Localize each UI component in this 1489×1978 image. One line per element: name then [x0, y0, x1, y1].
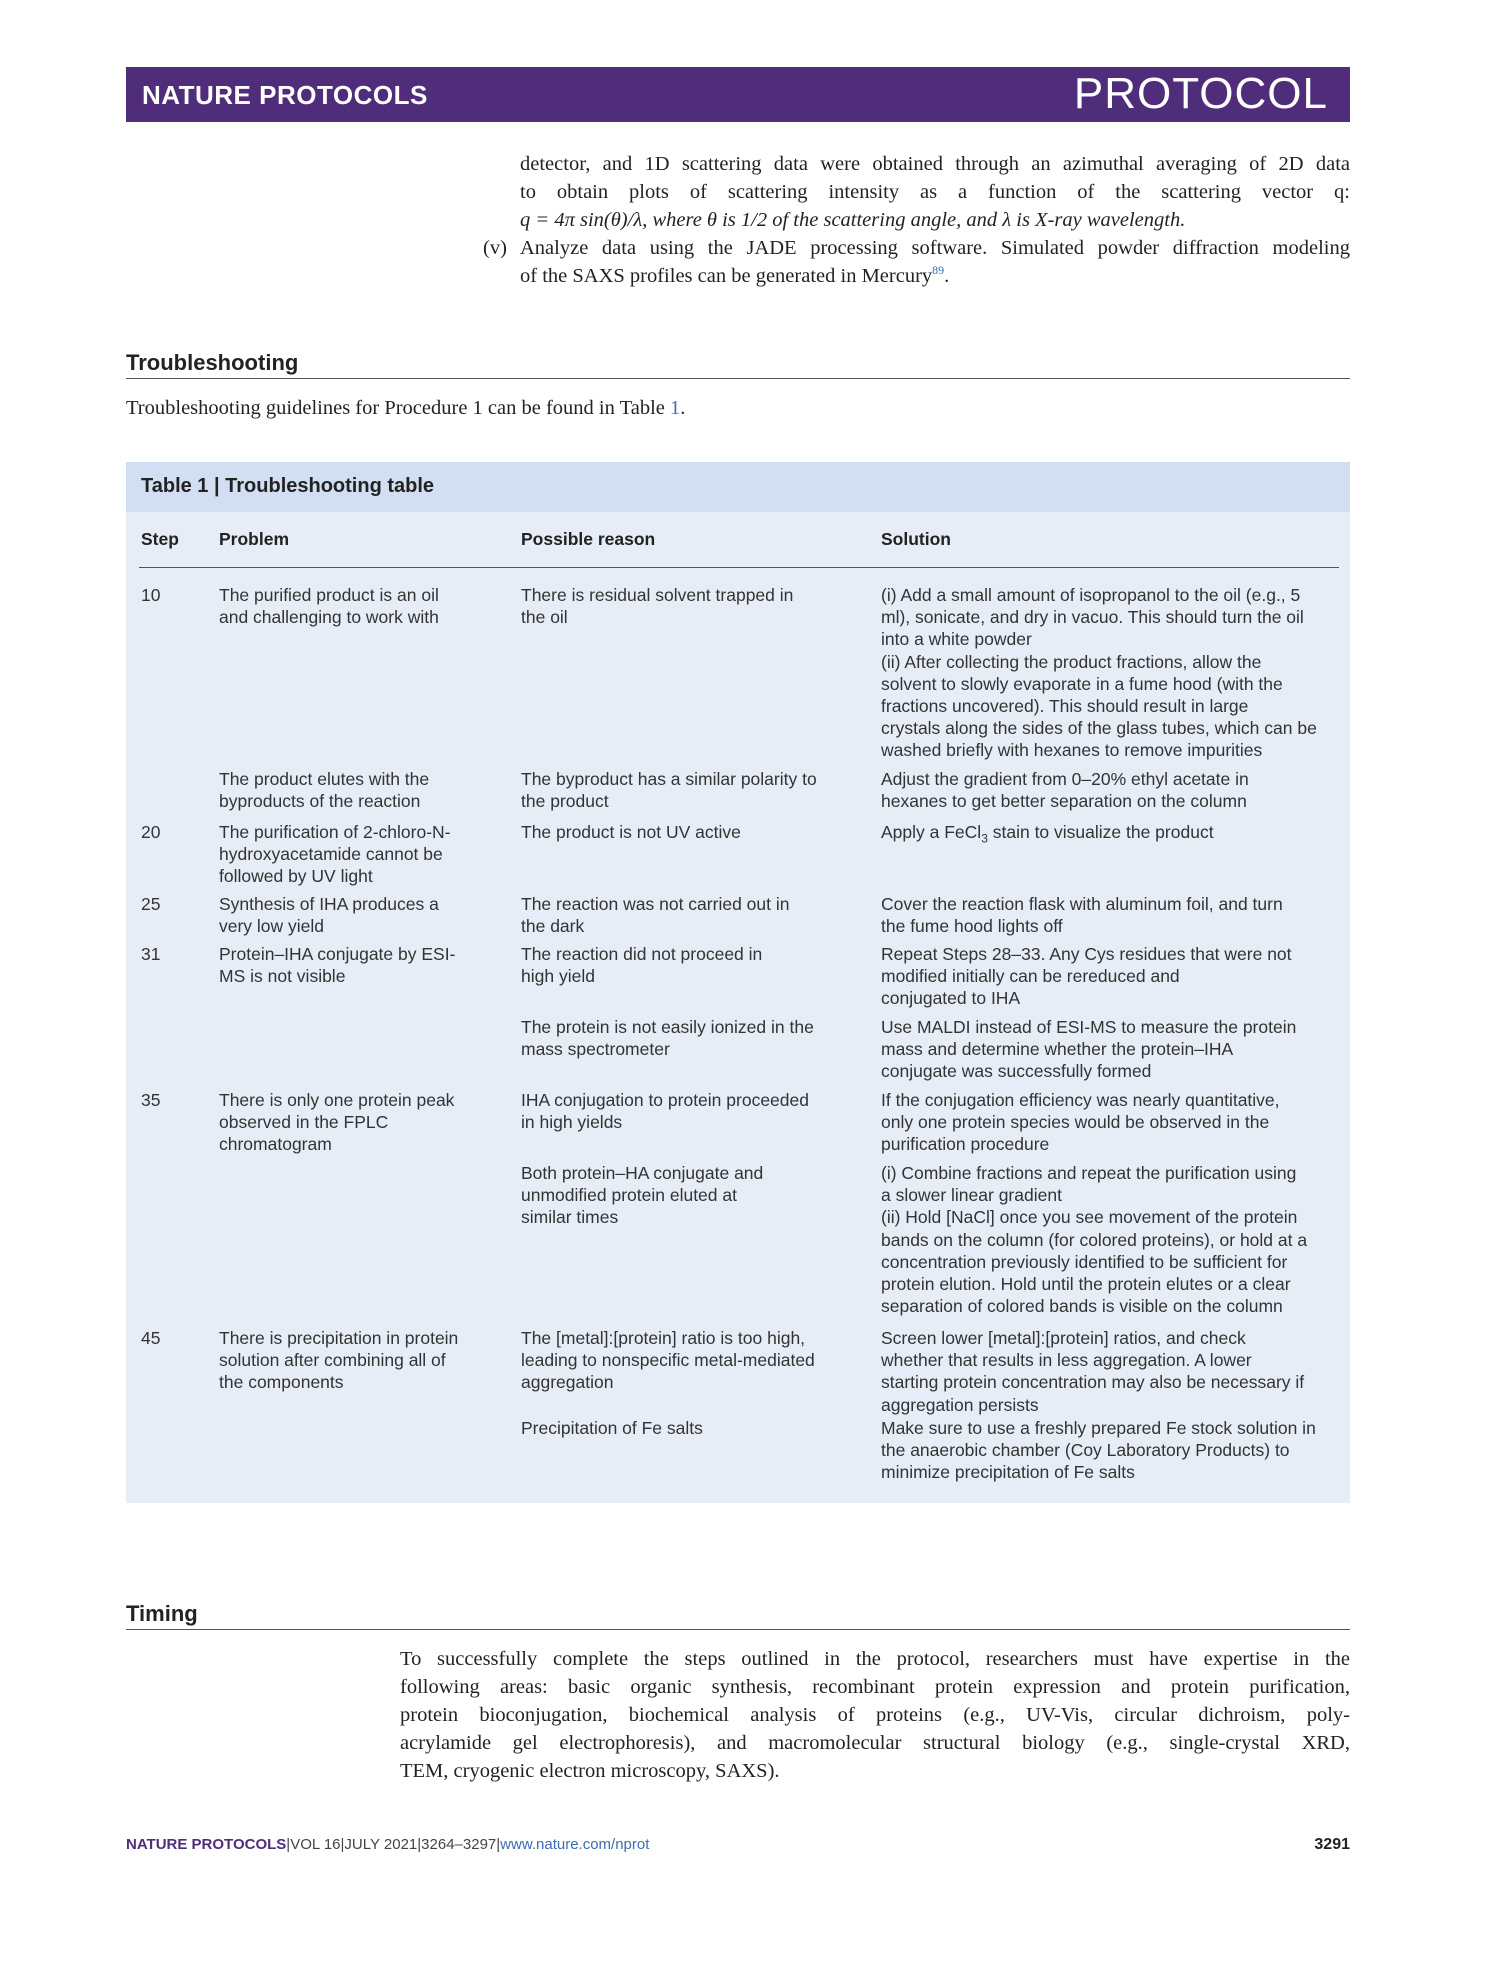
footer-sep-4: |	[496, 1836, 501, 1853]
table-cell-problem-line: Synthesis of IHA produces a	[219, 894, 439, 914]
table-title	[141, 475, 434, 498]
table-cell-solution-line: bands on the column (for colored proteins), or hold at a	[881, 1229, 1308, 1250]
table-cell-problem-line: very low yield	[219, 916, 325, 937]
table-cell-problem-line: hydroxyacetamide cannot be	[219, 844, 443, 865]
table-cell-solution-line: Apply a FeCl$_3$ stain to visualize the product	[881, 822, 1214, 846]
table-cell-solution-line: aggregation persists	[881, 1394, 1039, 1415]
table-cell-solution-line: the anaerobic chamber (Coy Laboratory Products) to	[881, 1440, 1290, 1461]
timing-line-4: acrylamide gel electrophoresis), and macromolecular structural biology (e.g., single-crystal XRD,	[400, 1732, 1350, 1754]
table-cell-solution-line: into a white powder	[881, 629, 1032, 650]
table-cell-solution-line: a slower linear gradient	[881, 1185, 1062, 1206]
timing-line-3: protein bioconjugation, biochemical analysis of proteins (e.g., UV-Vis, circular dichroism, poly-	[400, 1704, 1350, 1726]
table-cell-solution-line: concentration previously identified to be sufficient for	[881, 1251, 1288, 1272]
table-cell-reason-line: The byproduct has a similar polarity to	[521, 769, 817, 789]
table-cell-solution-line: (i) Add a small amount of isopropanol to the oil (e.g., 5	[881, 585, 1301, 605]
table-cell-reason-line: in high yields	[521, 1112, 623, 1133]
table-cell-solution-line: crystals along the sides of the glass tubes, which can be	[881, 718, 1317, 739]
table-cell-solution-line: the fume hood lights off	[881, 916, 1063, 937]
col-header-solution: Solution	[881, 529, 951, 549]
reference-89-link[interactable]: 89	[932, 263, 945, 278]
table-cell-problem-line: followed by UV light	[219, 866, 373, 887]
table-cell-solution-line: Use MALDI instead of ESI-MS to measure the protein	[881, 1017, 1297, 1037]
table-cell-solution-line: only one protein species would be observed in the	[881, 1112, 1270, 1133]
timing-line-5: TEM, cryogenic electron microscopy, SAXS).	[400, 1760, 780, 1782]
col-header-step: Step	[141, 529, 179, 549]
footer-journal: NATURE PROTOCOLS	[126, 1836, 287, 1853]
table-cell-solution-line: ml), sonicate, and dry in vacuo. This should turn the oil	[881, 607, 1304, 628]
footer-volume: VOL 16	[290, 1836, 341, 1853]
continued-line-3-formula: q = 4π sin(θ)/λ, where θ is 1/2 of the scattering angle, and λ is X-ray wavelength.	[520, 209, 1186, 231]
table-cell-problem-line: solution after combining all of	[219, 1350, 446, 1371]
table-cell-solution-line: purification procedure	[881, 1134, 1050, 1155]
table-cell-solution-line: (i) Combine fractions and repeat the purification using	[881, 1163, 1297, 1183]
footer-url-link[interactable]: www.nature.com/nprot	[500, 1836, 650, 1853]
item-v-line-1: Analyze data using the JADE processing software. Simulated powder diffraction modeling	[520, 237, 1350, 259]
table-cell-solution-line: Screen lower [metal]:[protein] ratios, and check	[881, 1328, 1246, 1348]
table-cell-reason-line: The [metal]:[protein] ratio is too high,	[521, 1328, 806, 1348]
table-cell-solution-line: conjugate was successfully formed	[881, 1061, 1152, 1082]
table-cell-step: 31	[141, 944, 161, 964]
table-cell-solution-line: separation of colored bands is visible on the column	[881, 1296, 1283, 1317]
table-cell-solution-line: minimize precipitation of Fe salts	[881, 1462, 1135, 1483]
table-cell-solution-line: Adjust the gradient from 0–20% ethyl acetate in	[881, 769, 1249, 789]
table-cell-step: 35	[141, 1090, 161, 1110]
table-cell-reason-line: The reaction did not proceed in	[521, 944, 763, 964]
table-cell-solution-line: solvent to slowly evaporate in a fume hood (with the	[881, 673, 1283, 694]
table-cell-solution-line: washed briefly with hexanes to remove impurities	[881, 740, 1263, 761]
footer-sep-1: |	[286, 1836, 291, 1853]
troubleshooting-heading: Troubleshooting	[126, 350, 1350, 379]
table-cell-solution-line: Make sure to use a freshly prepared Fe stock solution in	[881, 1418, 1316, 1438]
table-cell-reason-line: The protein is not easily ionized in the	[521, 1017, 814, 1037]
table-cell-reason-line: The product is not UV active	[521, 822, 741, 842]
table-cell-problem-line: The product elutes with the	[219, 769, 430, 789]
table-cell-solution-line: Repeat Steps 28–33. Any Cys residues that were not	[881, 944, 1292, 964]
table-cell-solution-line: conjugated to IHA	[881, 988, 1021, 1009]
table-cell-solution-line: Cover the reaction flask with aluminum foil, and turn	[881, 894, 1283, 914]
table-1-link[interactable]: 1	[670, 397, 681, 419]
item-v-label: (v)	[483, 237, 507, 259]
table-cell-problem-line: There is only one protein peak	[219, 1090, 455, 1110]
col-header-reason: Possible reason	[521, 529, 656, 549]
page-number: 3291	[1314, 1836, 1350, 1853]
table-cell-reason-line: leading to nonspecific metal-mediated	[521, 1350, 815, 1371]
journal-banner	[126, 67, 1350, 122]
troubleshooting-intro-text: Troubleshooting guidelines for Procedure 1 can be found in Table	[126, 397, 670, 419]
table-cell-step: 45	[141, 1328, 161, 1348]
table-cell-problem-line: the components	[219, 1372, 344, 1393]
troubleshooting-intro	[126, 394, 1350, 422]
table-cell-problem-line: Protein–IHA conjugate by ESI-	[219, 944, 456, 964]
table-cell-problem-line: The purification of 2-chloro-N-	[219, 822, 451, 842]
table-cell-reason-line: Precipitation of Fe salts	[521, 1418, 703, 1438]
table-cell-solution-line: protein elution. Hold until the protein elutes or a clear	[881, 1274, 1291, 1294]
timing-line-2: following areas: basic organic synthesis, recombinant protein expression and protein purification,	[400, 1676, 1350, 1698]
table-cell-solution-line: whether that results in less aggregation. A lower	[881, 1350, 1252, 1371]
footer-sep-2: |	[340, 1836, 345, 1853]
table-cell-reason-line: mass spectrometer	[521, 1039, 670, 1060]
table-cell-solution-line: starting protein concentration may also be necessary if	[881, 1372, 1305, 1393]
table-cell-reason-line: There is residual solvent trapped in	[521, 585, 794, 605]
continued-line-1: detector, and 1D scattering data were obtained through an azimuthal averaging of 2D data	[520, 153, 1350, 175]
table-cell-problem-line: The purified product is an oil	[219, 585, 439, 605]
page-footer	[126, 1836, 649, 1853]
timing-line-1: To successfully complete the steps outlined in the protocol, researchers must have expertise in the	[400, 1648, 1350, 1670]
table-header-rule	[139, 567, 1339, 568]
table-cell-problem-line: byproducts of the reaction	[219, 791, 421, 812]
item-v-line-2	[520, 262, 1350, 290]
table-cell-reason-line: aggregation	[521, 1372, 614, 1393]
footer-date: JULY 2021	[344, 1836, 418, 1853]
table-cell-solution-line: mass and determine whether the protein–IHA	[881, 1039, 1234, 1060]
table-cell-reason-line: unmodified protein eluted at	[521, 1185, 737, 1206]
table-cell-step: 20	[141, 822, 161, 842]
article-type: PROTOCOL	[1073, 69, 1328, 118]
table-cell-reason-line: the dark	[521, 916, 585, 937]
table-cell-problem-line: chromatogram	[219, 1134, 332, 1155]
table-cell-solution-line: If the conjugation efficiency was nearly quantitative,	[881, 1090, 1280, 1110]
table-cell-problem-line: MS is not visible	[219, 966, 346, 987]
item-v-line-2-text: of the SAXS profiles can be generated in Mercury	[520, 265, 933, 287]
table-cell-reason-line: The reaction was not carried out in	[521, 894, 790, 914]
table-cell-problem-line: There is precipitation in protein	[219, 1328, 459, 1348]
table-cell-problem-line: and challenging to work with	[219, 607, 439, 628]
table-cell-step: 10	[141, 585, 161, 605]
table-cell-reason-line: the oil	[521, 607, 568, 628]
table-cell-reason-line: the product	[521, 791, 609, 812]
item-v-line-2-end: .	[944, 265, 950, 287]
troubleshooting-intro-end: .	[680, 397, 686, 419]
table-cell-solution-line: (ii) Hold [NaCl] once you see movement of the protein	[881, 1207, 1298, 1228]
table-cell-reason-line: Both protein–HA conjugate and	[521, 1163, 764, 1183]
table-cell-problem-line: observed in the FPLC	[219, 1112, 389, 1133]
table-cell-step: 25	[141, 894, 161, 914]
table-title-bar	[126, 462, 1350, 512]
table-cell-solution-line: modified initially can be rereduced and	[881, 966, 1180, 987]
col-header-problem: Problem	[219, 529, 290, 549]
timing-heading: Timing	[126, 1601, 1350, 1630]
footer-sep-3: |	[417, 1836, 422, 1853]
table-cell-solution-line: (ii) After collecting the product fractions, allow the	[881, 651, 1262, 672]
table-cell-reason-line: high yield	[521, 966, 595, 987]
table-cell-solution-line: hexanes to get better separation on the column	[881, 791, 1247, 812]
table-cell-reason-line: similar times	[521, 1207, 619, 1228]
table-title-text: Table 1 | Troubleshooting table	[141, 475, 435, 497]
footer-pages: 3264–3297	[421, 1836, 497, 1853]
continued-line-2: to obtain plots of scattering intensity as a function of the scattering vector q:	[520, 181, 1350, 203]
journal-name: NATURE PROTOCOLS	[142, 80, 428, 110]
table-cell-solution-line: fractions uncovered). This should result in large	[881, 696, 1249, 716]
table-cell-reason-line: IHA conjugation to protein proceeded	[521, 1090, 809, 1110]
